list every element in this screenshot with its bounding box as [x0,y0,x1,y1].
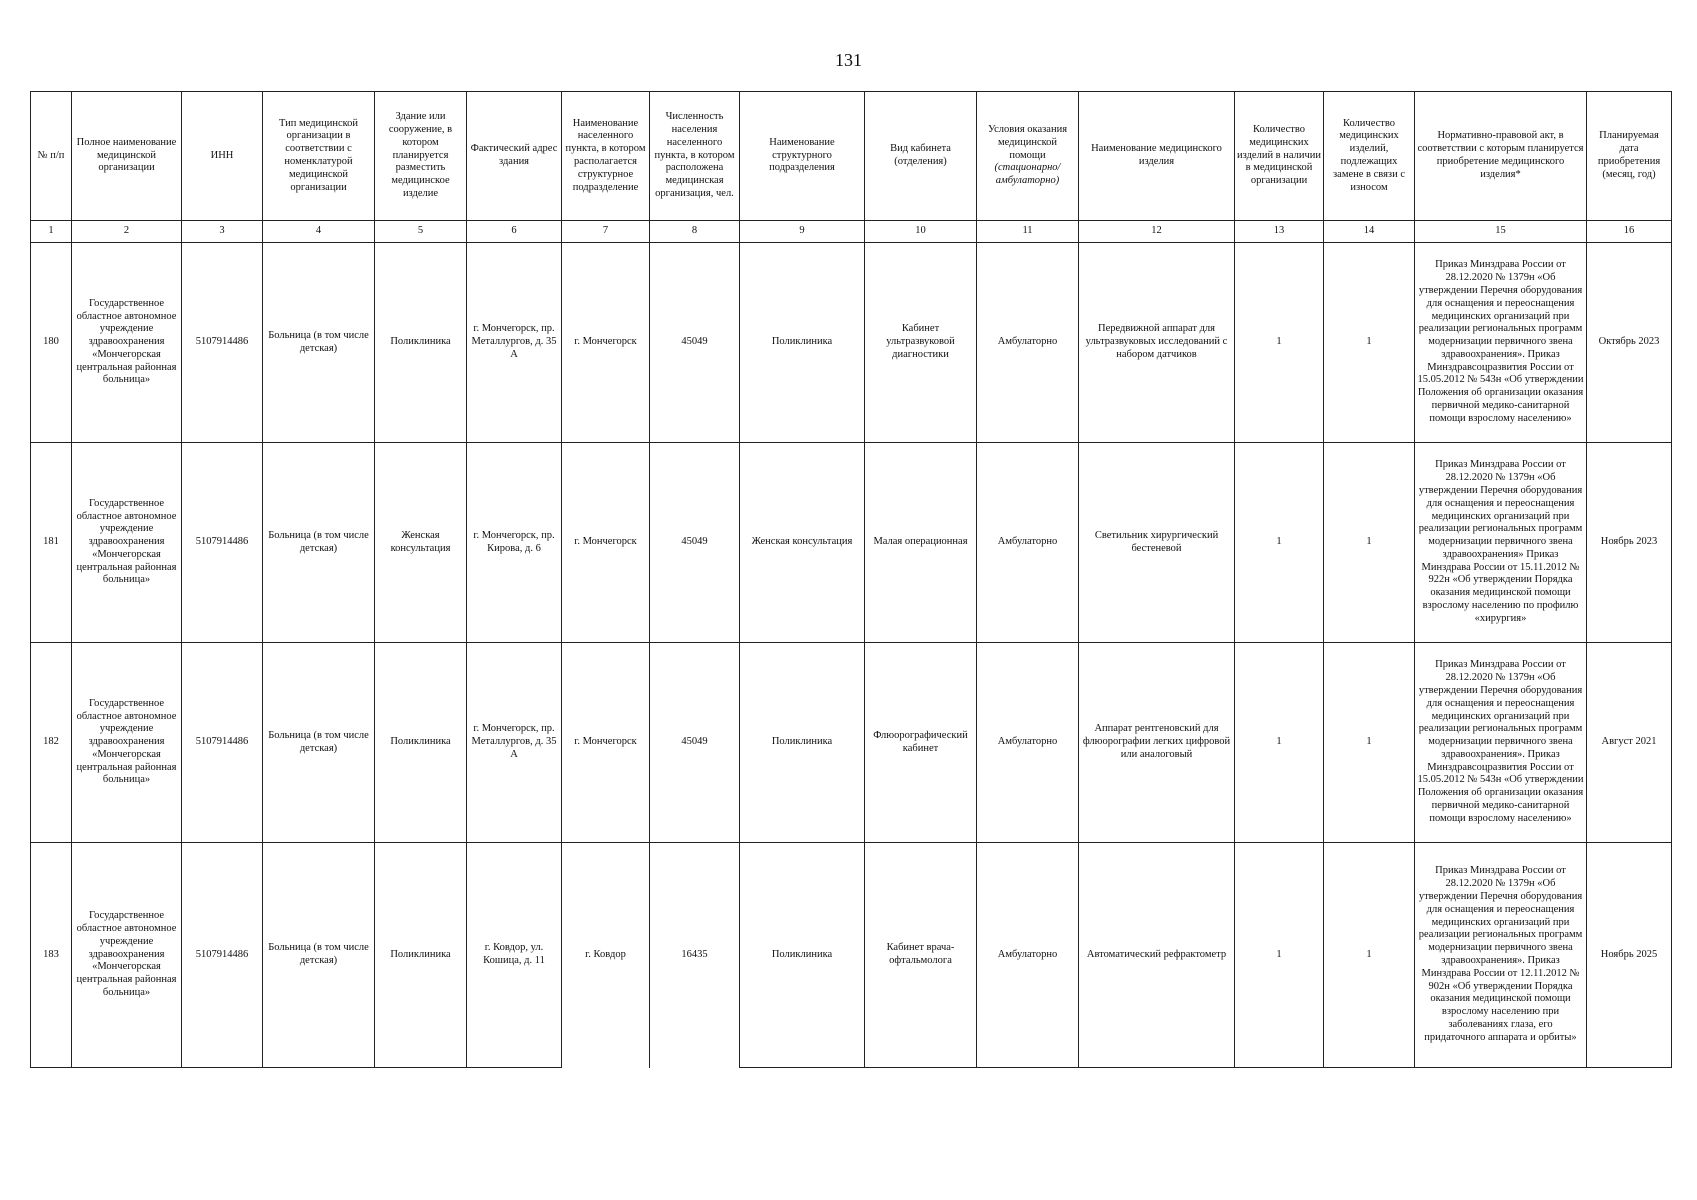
table-row [31,843,1672,1068]
column-number: 13 [1235,221,1324,243]
header-cell-org: Полное наименование медицинской организации [72,92,182,221]
cell-room: Кабинет врача-офтальмолога [865,843,977,1068]
cell-date: Ноябрь 2023 [1587,443,1672,643]
column-number: 14 [1324,221,1415,243]
cell-qty-replace: 1 [1324,843,1415,1068]
cell-type: Больница (в том числе детская) [263,243,375,443]
header-row [31,92,1672,221]
cell-address: г. Ковдор, ул. Кошица, д. 11 [467,843,562,1068]
cell-device: Аппарат рентгеновский для флюорографии легких цифровой или аналоговый [1079,643,1235,843]
header-cell-room: Вид кабинета (отделения) [865,92,977,221]
cell-conditions: Амбулаторно [977,843,1079,1068]
cell-type: Больница (в том числе детская) [263,643,375,843]
cell-org: Государственное областное автономное учреждение здравоохранения «Мончегорская центральная районная больница» [72,843,182,1068]
header-cell-inn: ИНН [182,92,263,221]
header-cell-address: Фактический адрес здания [467,92,562,221]
table-row [31,243,1672,443]
cell-locality: г. Мончегорск [562,443,650,643]
cell-date: Август 2021 [1587,643,1672,843]
cell-qty-have: 1 [1235,843,1324,1068]
cell-num: 181 [31,443,72,643]
column-number: 10 [865,221,977,243]
cell-room: Флюорографический кабинет [865,643,977,843]
column-number: 4 [263,221,375,243]
cell-qty-replace: 1 [1324,443,1415,643]
cell-room: Малая операционная [865,443,977,643]
header-cell-qty-replace: Количество медицинских изделий, подлежащих замене в связи с износом [1324,92,1415,221]
cell-building: Поликлиника [375,643,467,843]
header-conditions-note: (стационарно/ амбулаторно) [994,162,1061,187]
column-number: 1 [31,221,72,243]
cell-conditions: Амбулаторно [977,643,1079,843]
cell-org: Государственное областное автономное учреждение здравоохранения «Мончегорская центральная районная больница» [72,243,182,443]
cell-inn: 5107914486 [182,643,263,843]
cell-address: г. Мончегорск, пр. Металлургов, д. 35 А [467,243,562,443]
cell-address: г. Мончегорск, пр. Металлургов, д. 35 А [467,643,562,843]
header-cell-building: Здание или сооружение, в котором планируется разместить медицинское изделие [375,92,467,221]
header-cell-unit: Наименование структурного подразделения [740,92,865,221]
cell-type: Больница (в том числе детская) [263,443,375,643]
header-cell-type: Тип медицинской организации в соответствии с номенклатурой медицинской организации [263,92,375,221]
header-cell-locality: Наименование населенного пункта, в котором располагается структурное подразделение [562,92,650,221]
cell-qty-have: 1 [1235,243,1324,443]
cell-unit: Женская консультация [740,443,865,643]
cell-population: 45049 [650,243,740,443]
cell-inn: 5107914486 [182,843,263,1068]
table-row [31,643,1672,843]
column-number: 6 [467,221,562,243]
cell-unit: Поликлиника [740,243,865,443]
column-number: 11 [977,221,1079,243]
column-number: 2 [72,221,182,243]
page-number: 131 [835,50,862,70]
cell-building: Поликлиника [375,843,467,1068]
column-number: 16 [1587,221,1672,243]
header-cell-device: Наименование медицинского изделия [1079,92,1235,221]
cell-inn: 5107914486 [182,443,263,643]
cell-population: 45049 [650,643,740,843]
column-number: 7 [562,221,650,243]
cell-population: 16435 [650,843,740,1068]
column-number: 12 [1079,221,1235,243]
cell-address: г. Мончегорск, пр. Кирова, д. 6 [467,443,562,643]
cell-num: 183 [31,843,72,1068]
cell-conditions: Амбулаторно [977,243,1079,443]
cell-unit: Поликлиника [740,843,865,1068]
cell-qty-have: 1 [1235,443,1324,643]
cell-qty-replace: 1 [1324,243,1415,443]
column-number: 15 [1415,221,1587,243]
cell-inn: 5107914486 [182,243,263,443]
header-cell-law: Нормативно-правовой акт, в соответствии с которым планируется приобретение медицинского изделия* [1415,92,1587,221]
header-cell-num: № п/п [31,92,72,221]
cell-device: Светильник хирургический бестеневой [1079,443,1235,643]
cell-law: Приказ Минздрава России от 28.12.2020 № 1379н «Об утверждении Перечня оборудования для оснащения и переоснащения медицинских организаций при реализации региональных программ модернизации первичного звена здравоохранения» Приказ Минздрава России от 15.11.2012 № 922н «Об утверждении Порядка оказания медицинской помощи взрослому населению по профилю «хирургия» [1415,443,1587,643]
cell-law: Приказ Минздрава России от 28.12.2020 № 1379н «Об утверждении Перечня оборудования для оснащения и переоснащения медицинских организаций при реализации региональных программ модернизации первичного звена здравоохранения». Приказ Минздрава России от 12.11.2012 № 902н «Об утверждении Порядка оказания медицинской помощи взрослому населению при заболеваниях глаза, его придаточного аппарата и орбиты» [1415,843,1587,1068]
cell-org: Государственное областное автономное учреждение здравоохранения «Мончегорская центральная районная больница» [72,643,182,843]
cell-org: Государственное областное автономное учреждение здравоохранения «Мончегорская центральная районная больница» [72,443,182,643]
cell-qty-have: 1 [1235,643,1324,843]
column-number: 9 [740,221,865,243]
equipment-register-table [30,91,1672,1068]
cell-device: Передвижной аппарат для ультразвуковых исследований с набором датчиков [1079,243,1235,443]
cell-locality: г. Мончегорск [562,243,650,443]
cell-num: 180 [31,243,72,443]
header-cell-conditions [977,92,1079,221]
column-number: 5 [375,221,467,243]
cell-date: Октябрь 2023 [1587,243,1672,443]
column-number-row [31,221,1672,243]
cell-num: 182 [31,643,72,843]
column-number: 8 [650,221,740,243]
column-number: 3 [182,221,263,243]
cell-building: Женская консультация [375,443,467,643]
cell-room: Кабинет ультразвуковой диагностики [865,243,977,443]
header-cell-population: Численность населения населенного пункта, в котором расположена медицинская организация, чел. [650,92,740,221]
cell-conditions: Амбулаторно [977,443,1079,643]
cell-building: Поликлиника [375,243,467,443]
cell-locality: г. Мончегорск [562,643,650,843]
header-conditions-label: Условия оказания медицинской помощи [987,124,1068,161]
cell-locality: г. Ковдор [562,843,650,1068]
header-cell-date: Планируемая дата приобретения (месяц, год) [1587,92,1672,221]
cell-type: Больница (в том числе детская) [263,843,375,1068]
cell-device: Автоматический рефрактометр [1079,843,1235,1068]
cell-unit: Поликлиника [740,643,865,843]
header-cell-qty-have: Количество медицинских изделий в наличии в медицинской организации [1235,92,1324,221]
table-row [31,443,1672,643]
cell-qty-replace: 1 [1324,643,1415,843]
cell-population: 45049 [650,443,740,643]
cell-law: Приказ Минздрава России от 28.12.2020 № 1379н «Об утверждении Перечня оборудования для оснащения и переоснащения медицинских организаций при реализации региональных программ модернизации первичного звена здравоохранения». Приказ Минздравсоцразвития России от 15.05.2012 № 543н «Об утверждении Положения об организации оказания первичной медико-санитарной помощи взрослому населению» [1415,243,1587,443]
cell-date: Ноябрь 2025 [1587,843,1672,1068]
cell-law: Приказ Минздрава России от 28.12.2020 № 1379н «Об утверждении Перечня оборудования для оснащения и переоснащения медицинских организаций при реализации региональных программ модернизации первичного звена здравоохранения». Приказ Минздравсоцразвития России от 15.05.2012 № 543н «Об утверждении Положения об организации оказания первичной медико-санитарной помощи взрослому населению» [1415,643,1587,843]
